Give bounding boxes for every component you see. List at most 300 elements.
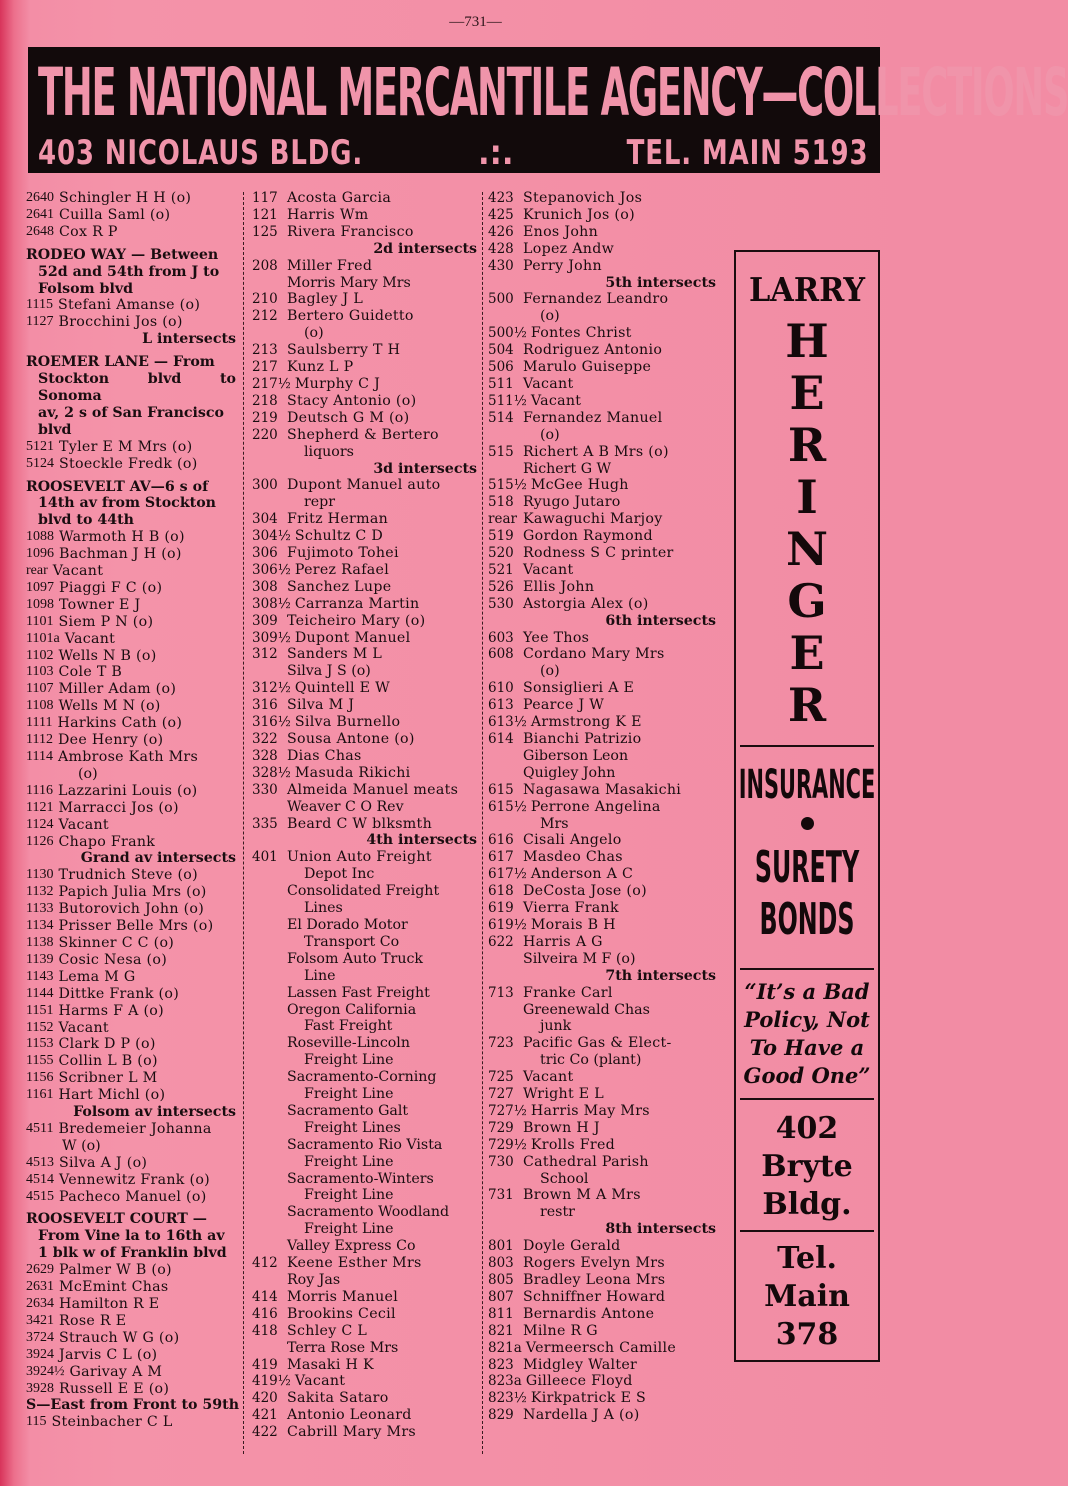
street-number: 1096: [26, 546, 54, 562]
street-number: rear: [26, 563, 48, 579]
directory-entry: [488, 1255, 716, 1272]
street-number: 821: [488, 1322, 514, 1339]
directory-entry: [26, 597, 236, 614]
street-number: 727: [488, 1086, 514, 1103]
directory-entry: [252, 1424, 477, 1441]
resident-name: Ryugo Jutaro: [523, 494, 621, 511]
resident-name: Brown H J: [523, 1119, 600, 1136]
directory-entry: [26, 648, 236, 665]
resident-name: Stefani Amanse (o): [57, 297, 201, 314]
street-number: 511: [488, 375, 514, 392]
street-number: 619½: [488, 916, 527, 933]
directory-entry: [488, 494, 716, 511]
resident-name: Vacant: [523, 375, 574, 392]
street-description: Folsom blvd: [38, 280, 134, 297]
street-number: 519: [488, 528, 514, 545]
street-number: 1124: [26, 816, 54, 832]
street-number: 608: [488, 646, 514, 663]
directory-entry: [26, 1279, 236, 1296]
street-name: ROOSEVELT COURT —: [26, 1211, 207, 1228]
directory-entry: [488, 985, 716, 1002]
ad-address-bldg: Bldg.: [762, 1187, 852, 1222]
resident-name: Vermeersch Camille: [525, 1339, 677, 1356]
street-number: 1130: [26, 867, 54, 883]
street-number: 418: [252, 1322, 278, 1339]
resident-name: Bredemeier Johanna: [58, 1120, 212, 1137]
intersection-label: 5th intersects: [605, 274, 716, 291]
street-number: 2629: [26, 1262, 54, 1278]
entry-continuation: Valley Express Co: [287, 1238, 416, 1255]
resident-name: Chapo Frank: [58, 833, 156, 850]
directory-entry: [26, 1313, 236, 1330]
street-number: 1115: [26, 297, 53, 313]
directory-entry: [252, 1373, 477, 1390]
directory-entry: [26, 224, 236, 241]
street-number: 2641: [26, 206, 54, 222]
intersection-label: 3d intersects: [373, 460, 477, 477]
resident-name: Cordano Mary Mrs: [523, 646, 665, 663]
street-number: 616: [488, 832, 514, 849]
entry-continuation: W (o): [62, 1137, 101, 1154]
street-number: 117: [252, 190, 278, 206]
resident-name: Brown M A Mrs: [523, 1187, 641, 1204]
banner-address: 403 NICOLAUS BLDG.: [38, 133, 364, 173]
street-number: 218: [252, 392, 278, 409]
directory-entry: [26, 681, 236, 698]
street-number: 3924½: [26, 1363, 65, 1379]
street-number: 1132: [26, 884, 54, 900]
street-number: 1126: [26, 833, 54, 849]
resident-name: Vierra Frank: [523, 900, 619, 917]
directory-entry: [252, 714, 477, 731]
street-number: 2640: [26, 190, 54, 205]
street-number: 805: [488, 1272, 514, 1288]
directory-entry: [252, 579, 477, 596]
directory-entry: [252, 1323, 477, 1340]
street-number: 419: [252, 1356, 278, 1373]
ad-surety: SURETY: [754, 842, 860, 893]
column-divider: [243, 192, 244, 1454]
street-number: 1102: [26, 647, 54, 663]
resident-name: Shepherd & Bertero: [287, 426, 439, 443]
directory-entry: [26, 1347, 236, 1364]
entry-continuation: Folsom Auto Truck: [287, 950, 423, 967]
directory-entry: [26, 631, 236, 648]
street-number: 328: [252, 747, 278, 764]
directory-entry: [26, 800, 236, 817]
entry-continuation: repr: [304, 494, 336, 511]
directory-entry: [26, 1330, 236, 1347]
resident-name: Russell E E (o): [59, 1380, 170, 1397]
resident-name: Harkins Cath (o): [57, 715, 183, 732]
resident-name: Tyler E M Mrs (o): [59, 438, 193, 455]
resident-name: Hart Michl (o): [58, 1087, 166, 1104]
resident-name: Sanchez Lupe: [287, 578, 392, 595]
resident-name: Rodriguez Antonio: [523, 342, 663, 359]
ad-letter: E: [789, 626, 825, 680]
directory-entry: [488, 714, 716, 731]
directory-entry: [252, 427, 477, 444]
directory-entry: [26, 901, 236, 918]
resident-name: Schniffner Howard: [523, 1288, 666, 1305]
entry-continuation: (o): [540, 426, 560, 443]
resident-name: Brocchini Jos (o): [58, 314, 183, 331]
directory-entry: [488, 934, 716, 951]
entry-continuation: Consolidated Freight: [287, 883, 440, 900]
directory-entry: [488, 528, 716, 545]
resident-name: Wells N B (o): [58, 647, 157, 664]
entry-continuation: Freight Line: [304, 1086, 394, 1103]
ad-letter: R: [787, 418, 827, 472]
street-number: 414: [252, 1288, 278, 1305]
banner-title: THE NATIONAL MERCANTILE AGENCY—COLLECTIONS: [38, 54, 1068, 131]
street-number: 3421: [26, 1312, 54, 1328]
directory-entry: [26, 1070, 236, 1087]
resident-name: Gilleece Floyd: [525, 1373, 633, 1390]
ad-telephone: [736, 1232, 878, 1358]
resident-name: Sakita Sataro: [287, 1390, 389, 1407]
directory-entry: [26, 1121, 236, 1138]
resident-name: Krolls Fred: [530, 1136, 616, 1153]
street-number: 1107: [26, 681, 54, 697]
street-number: 308½: [252, 595, 291, 612]
resident-name: Lazzarini Louis (o): [57, 782, 198, 799]
street-number: 807: [488, 1288, 514, 1305]
entry-continuation: Freight Line: [304, 1187, 394, 1204]
directory-entry: [26, 1036, 236, 1053]
resident-name: Vacant: [523, 561, 574, 578]
directory-entry: [488, 393, 716, 410]
directory-entry: [26, 935, 236, 952]
resident-name: Nagasawa Masakichi: [523, 781, 682, 798]
directory-entry: [488, 1069, 716, 1086]
street-number: 511½: [488, 392, 527, 409]
street-number: 530: [488, 595, 514, 612]
street-number: 425: [488, 206, 514, 223]
street-number: 1114: [26, 749, 53, 764]
directory-entry: [488, 900, 716, 917]
street-number: 125: [252, 223, 278, 240]
resident-name: Acosta Garcia: [287, 190, 392, 206]
intersection-label: 2d intersects: [373, 240, 477, 257]
resident-name: Carranza Martin: [294, 595, 420, 612]
street-number: 1152: [26, 1019, 54, 1035]
entry-continuation: Oregon California: [287, 1001, 417, 1018]
street-number: 115: [26, 1414, 47, 1430]
directory-entry: [252, 1407, 477, 1424]
entry-continuation: Sacramento Galt: [287, 1102, 409, 1119]
ad-address-building: Bryte: [761, 1149, 853, 1184]
resident-name: Scribner L M: [58, 1070, 158, 1087]
street-number: 335: [252, 815, 278, 832]
street-number: 1134: [26, 918, 54, 934]
street-number: 1153: [26, 1036, 54, 1052]
directory-entry: [26, 1381, 236, 1398]
resident-name: Morais B H: [530, 916, 616, 933]
entry-continuation: (o): [304, 325, 324, 342]
street-number: 1098: [26, 596, 54, 612]
street-number: 617: [488, 849, 514, 866]
street-number: 316: [252, 697, 278, 714]
directory-entry: [252, 393, 477, 410]
directory-entry: [252, 190, 477, 207]
resident-name: Garivay A M: [69, 1363, 163, 1380]
street-number: 430: [488, 257, 514, 274]
entry-continuation: (o): [540, 308, 560, 325]
resident-name: Collin L B (o): [58, 1053, 158, 1070]
resident-name: Armstrong K E: [530, 714, 642, 731]
directory-entry: [488, 1154, 716, 1171]
directory-column-1: [26, 190, 240, 1431]
directory-entry: [252, 630, 477, 647]
street-number: 618: [488, 883, 514, 900]
resident-name: Nardella J A (o): [523, 1407, 640, 1424]
resident-name: Cox R P: [59, 223, 118, 240]
resident-name: Palmer W B (o): [59, 1262, 172, 1279]
ad-tel-label: Tel.: [777, 1241, 837, 1276]
directory-entry: [26, 439, 236, 456]
street-number: 401: [252, 849, 278, 866]
directory-entry: [488, 832, 716, 849]
street-number: 811: [488, 1305, 514, 1322]
resident-name: Ellis John: [523, 578, 595, 595]
directory-entry: [252, 1390, 477, 1407]
intersection-label: Grand av intersects: [80, 850, 236, 867]
street-number: 3924: [26, 1346, 54, 1362]
street-number: 619: [488, 900, 514, 917]
resident-name: Murphy C J: [294, 375, 381, 392]
directory-entry: [488, 342, 716, 359]
street-number: 300: [252, 477, 278, 494]
directory-entry: [252, 258, 477, 275]
resident-name: Vacant: [52, 563, 104, 580]
directory-entry: [26, 580, 236, 597]
resident-name: Wells M N (o): [58, 698, 161, 715]
directory-entry: [26, 207, 236, 224]
street-number: 614: [488, 731, 514, 747]
directory-entry: [488, 849, 716, 866]
directory-entry: [26, 952, 236, 969]
street-number: 821a: [488, 1339, 522, 1356]
directory-entry: [252, 477, 477, 494]
directory-entry: [252, 342, 477, 359]
directory-entry: [252, 511, 477, 528]
directory-entry: [488, 444, 716, 461]
resident-name: Stacy Antonio (o): [287, 392, 417, 409]
directory-entry: [252, 680, 477, 697]
resident-name: Schingler H H (o): [59, 190, 192, 206]
street-number: 1156: [26, 1070, 54, 1086]
resident-name: Yee Thos: [523, 629, 590, 646]
directory-entry: [252, 308, 477, 325]
resident-name: Dupont Manuel: [294, 629, 411, 646]
resident-name: Cuilla Saml (o): [59, 206, 171, 223]
street-number: 416: [252, 1305, 278, 1322]
directory-entry: [26, 986, 236, 1003]
entry-continuation: Depot Inc: [304, 866, 375, 883]
street-description: From Vine la to 16th av: [38, 1228, 225, 1245]
resident-name: Antonio Leonard: [287, 1407, 412, 1424]
directory-entry: [488, 1306, 716, 1323]
street-name: ROEMER LANE — From: [26, 354, 215, 371]
street-number: 518: [488, 494, 514, 511]
street-number: 613½: [488, 714, 527, 731]
entry-continuation: junk: [540, 1018, 572, 1035]
street-description: 1 blk w of Franklin blvd: [38, 1245, 227, 1262]
directory-entry: [26, 314, 236, 331]
resident-name: Vacant: [58, 1019, 109, 1036]
resident-name: Piaggi F C (o): [59, 579, 163, 596]
resident-name: Dittke Frank (o): [58, 985, 180, 1002]
directory-entry: [26, 546, 236, 563]
resident-name: Harris A G: [523, 933, 603, 950]
resident-name: Deutsch G M (o): [287, 409, 410, 426]
directory-entry: [26, 884, 236, 901]
street-description: av, 2 s of San Francisco: [38, 404, 225, 421]
resident-name: Prisser Belle Mrs (o): [58, 918, 214, 935]
street-number: 723: [488, 1035, 514, 1052]
street-number: 829: [488, 1407, 514, 1424]
street-number: 514: [488, 409, 514, 426]
entry-continuation: Sacramento-Winters: [287, 1170, 434, 1187]
resident-name: McEmint Chas: [59, 1279, 169, 1296]
directory-entry: [252, 562, 477, 579]
intersection-label: 8th intersects: [605, 1221, 716, 1238]
directory-entry: [26, 1189, 236, 1206]
directory-entry: [252, 1289, 477, 1306]
entry-continuation: Lassen Fast Freight: [287, 984, 430, 1001]
resident-name: Perez Rafael: [294, 561, 390, 578]
directory-entry: [488, 1086, 716, 1103]
directory-entry: [488, 1323, 716, 1340]
street-number: 526: [488, 578, 514, 595]
resident-name: Astorgia Alex (o): [523, 595, 649, 612]
resident-name: Quintell E W: [294, 680, 391, 697]
street-number: 312½: [252, 680, 291, 697]
ad-letter: G: [787, 574, 827, 628]
entry-continuation: Giberson Leon: [523, 747, 629, 764]
street-number: 1155: [26, 1053, 54, 1069]
resident-name: Perrone Angelina: [530, 798, 661, 815]
street-number: 1143: [26, 968, 54, 984]
street-number: 613: [488, 697, 514, 714]
resident-name: Pearce J W: [523, 697, 605, 714]
resident-name: Masdeo Chas: [523, 849, 623, 866]
ad-bonds: BONDS: [759, 894, 855, 945]
directory-entry: [252, 731, 477, 748]
entry-continuation: Sacramento-Corning: [287, 1069, 437, 1086]
street-number: 121: [252, 206, 278, 223]
street-description: 52d and 54th from J to: [38, 263, 220, 280]
directory-entry: [252, 1306, 477, 1323]
street-number: 823½: [488, 1390, 527, 1407]
directory-entry: [26, 732, 236, 749]
resident-name: Schultz C D: [294, 528, 384, 545]
resident-name: Towner E J: [59, 596, 141, 613]
resident-name: Enos John: [523, 223, 599, 240]
directory-entry: [488, 917, 716, 934]
entry-continuation: Mrs: [540, 815, 569, 832]
street-number: 217: [252, 359, 278, 376]
street-number: 5121: [26, 438, 54, 454]
street-number: 1138: [26, 934, 54, 950]
resident-name: Rose R E: [59, 1312, 127, 1329]
entry-continuation: Quigley John: [523, 764, 616, 781]
directory-entry: [252, 224, 477, 241]
resident-name: Sousa Antone (o): [287, 731, 415, 747]
resident-name: Beard C W blksmth: [287, 815, 433, 832]
directory-entry: [252, 291, 477, 308]
directory-entry: [488, 1103, 716, 1120]
directory-entry: [26, 1364, 236, 1381]
street-number: 426: [488, 223, 514, 240]
entry-continuation: Line: [304, 967, 336, 984]
ad-letter: N: [785, 522, 829, 576]
directory-entry: [26, 1262, 236, 1279]
street-number: 1088: [26, 529, 54, 545]
directory-column-2: [252, 190, 477, 1441]
ad-letter: E: [789, 366, 825, 420]
directory-entry: [252, 545, 477, 562]
street-number: 4515: [26, 1188, 54, 1204]
resident-name: Stepanovich Jos: [523, 190, 643, 206]
directory-entry: [488, 1120, 716, 1137]
directory-entry: [488, 697, 716, 714]
directory-entry: [26, 1020, 236, 1037]
entry-continuation: Freight Lines: [304, 1119, 401, 1136]
banner-separator: .:.: [478, 133, 514, 173]
directory-entry: [488, 410, 716, 427]
resident-name: Papich Julia Mrs (o): [58, 884, 207, 901]
resident-name: Krunich Jos (o): [523, 206, 635, 223]
street-number: 1103: [26, 664, 54, 680]
directory-entry: [488, 207, 716, 224]
street-number: 727½: [488, 1102, 527, 1119]
resident-name: Bianchi Patrizio: [523, 731, 642, 747]
intersection-label: 6th intersects: [605, 612, 716, 629]
resident-name: Brookins Cecil: [287, 1305, 396, 1322]
street-number: 504: [488, 342, 514, 359]
directory-entry: [26, 918, 236, 935]
entry-continuation: Sacramento Rio Vista: [287, 1136, 443, 1153]
directory-entry: [252, 207, 477, 224]
resident-name: Doyle Gerald: [523, 1238, 621, 1255]
directory-entry: [26, 1172, 236, 1189]
street-number: 610: [488, 680, 514, 697]
entry-continuation: Freight Line: [304, 1052, 394, 1069]
directory-entry: [252, 765, 477, 782]
directory-entry: [26, 715, 236, 732]
street-number: 4514: [26, 1171, 54, 1187]
street-number: 3928: [26, 1380, 54, 1396]
street-number: 1101a: [26, 630, 60, 646]
directory-entry: [488, 1357, 716, 1374]
directory-entry: [488, 258, 716, 275]
resident-name: Vacant: [523, 1069, 574, 1086]
street-number: 2634: [26, 1296, 54, 1311]
street-number: 306: [252, 545, 278, 562]
entry-continuation: Fast Freight: [304, 1018, 393, 1035]
resident-name: Kawaguchi Marjoy: [523, 511, 663, 528]
street-number: 428: [488, 240, 514, 257]
resident-name: Trudnich Steve (o): [58, 867, 198, 884]
directory-entry: [488, 630, 716, 647]
directory-entry: [488, 241, 716, 258]
street-number: 309½: [252, 629, 291, 646]
street-number: 506: [488, 359, 514, 376]
heringer-insurance-advertisement: [734, 250, 880, 1362]
entry-continuation: tric Co (plant): [540, 1052, 642, 1069]
